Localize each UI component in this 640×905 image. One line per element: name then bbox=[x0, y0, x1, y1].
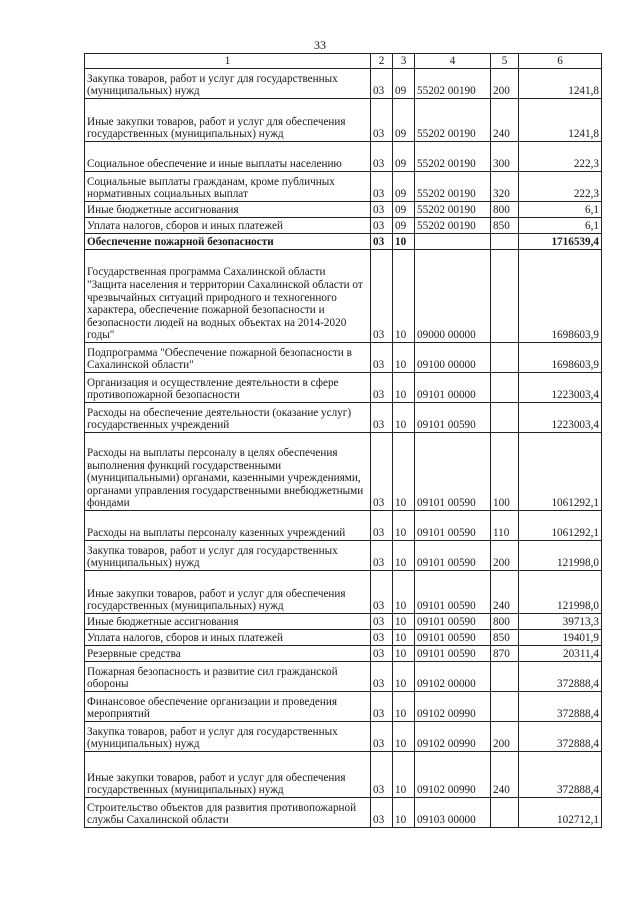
row-target-article-cell: 09101 00590 bbox=[415, 511, 491, 541]
row-section-cell: 03 bbox=[371, 99, 393, 142]
table-row bbox=[85, 234, 602, 250]
row-section-cell: 03 bbox=[371, 403, 393, 433]
row-section-cell: 03 bbox=[371, 142, 393, 172]
page-number: 33 bbox=[314, 38, 326, 52]
table-row bbox=[85, 798, 602, 828]
row-subsection-cell: 10 bbox=[393, 403, 415, 433]
row-amount-cell: 372888,4 bbox=[519, 692, 602, 722]
row-subsection-cell: 10 bbox=[393, 571, 415, 614]
row-expense-type-cell bbox=[491, 373, 519, 403]
row-section-cell: 03 bbox=[371, 343, 393, 373]
row-expense-type-cell bbox=[491, 403, 519, 433]
row-amount-cell: 121998,0 bbox=[519, 541, 602, 571]
table-row bbox=[85, 172, 602, 202]
row-target-article-cell: 55202 00190 bbox=[415, 142, 491, 172]
row-expense-type-cell bbox=[491, 798, 519, 828]
row-subsection-cell: 10 bbox=[393, 511, 415, 541]
row-subsection-cell: 10 bbox=[393, 541, 415, 571]
row-target-article-cell: 09100 00000 bbox=[415, 343, 491, 373]
table-row bbox=[85, 373, 602, 403]
row-subsection-cell: 09 bbox=[393, 69, 415, 99]
row-expense-type-cell: 240 bbox=[491, 752, 519, 798]
row-amount-cell: 1241,8 bbox=[519, 69, 602, 99]
row-expense-type-cell: 200 bbox=[491, 722, 519, 752]
row-name-cell: Иные закупки товаров, работ и услуг для обеспечения государственных (муниципальных) нужд bbox=[85, 99, 371, 142]
row-name-cell: Социальные выплаты гражданам, кроме публичных нормативных социальных выплат bbox=[85, 172, 371, 202]
row-expense-type-cell bbox=[491, 692, 519, 722]
budget-table bbox=[84, 53, 602, 828]
row-section-cell: 03 bbox=[371, 69, 393, 99]
row-expense-type-cell: 850 bbox=[491, 218, 519, 234]
row-expense-type-cell: 200 bbox=[491, 541, 519, 571]
table-body bbox=[85, 69, 602, 828]
row-expense-type-cell: 200 bbox=[491, 69, 519, 99]
table-row bbox=[85, 571, 602, 614]
row-target-article-cell: 55202 00190 bbox=[415, 202, 491, 218]
row-amount-cell: 1698603,9 bbox=[519, 250, 602, 343]
row-section-cell: 03 bbox=[371, 433, 393, 511]
row-target-article-cell: 09101 00590 bbox=[415, 541, 491, 571]
row-expense-type-cell: 110 bbox=[491, 511, 519, 541]
row-amount-cell: 6,1 bbox=[519, 218, 602, 234]
header-col-2: 2 bbox=[371, 54, 393, 69]
row-target-article-cell: 09101 00590 bbox=[415, 614, 491, 630]
row-name-cell: Иные закупки товаров, работ и услуг для обеспечения государственных (муниципальных) нужд bbox=[85, 752, 371, 798]
row-amount-cell: 1241,8 bbox=[519, 99, 602, 142]
row-subsection-cell: 09 bbox=[393, 218, 415, 234]
row-amount-cell: 372888,4 bbox=[519, 752, 602, 798]
row-expense-type-cell: 300 bbox=[491, 142, 519, 172]
row-name-cell: Пожарная безопасность и развитие сил гражданской обороны bbox=[85, 662, 371, 692]
row-section-cell: 03 bbox=[371, 202, 393, 218]
row-subsection-cell: 10 bbox=[393, 798, 415, 828]
row-name-cell: Иные бюджетные ассигнования bbox=[85, 614, 371, 630]
row-subsection-cell: 10 bbox=[393, 234, 415, 250]
row-name-cell: Организация и осуществление деятельности в сфере противопожарной безопасности bbox=[85, 373, 371, 403]
row-section-cell: 03 bbox=[371, 722, 393, 752]
row-section-cell: 03 bbox=[371, 630, 393, 646]
row-name-cell: Обеспечение пожарной безопасности bbox=[85, 234, 371, 250]
row-amount-cell: 1698603,9 bbox=[519, 343, 602, 373]
row-amount-cell: 1223003,4 bbox=[519, 373, 602, 403]
row-subsection-cell: 10 bbox=[393, 646, 415, 662]
row-expense-type-cell bbox=[491, 250, 519, 343]
row-section-cell: 03 bbox=[371, 692, 393, 722]
table-row bbox=[85, 250, 602, 343]
row-target-article-cell: 55202 00190 bbox=[415, 172, 491, 202]
row-target-article-cell: 09101 00590 bbox=[415, 571, 491, 614]
row-subsection-cell: 09 bbox=[393, 202, 415, 218]
row-expense-type-cell bbox=[491, 343, 519, 373]
table-row bbox=[85, 99, 602, 142]
row-section-cell: 03 bbox=[371, 218, 393, 234]
table-row bbox=[85, 202, 602, 218]
row-expense-type-cell: 240 bbox=[491, 571, 519, 614]
table-row bbox=[85, 433, 602, 511]
header-col-1: 1 bbox=[85, 54, 371, 69]
row-name-cell: Расходы на обеспечение деятельности (оказание услуг) государственных учреждений bbox=[85, 403, 371, 433]
row-amount-cell: 222,3 bbox=[519, 172, 602, 202]
table-row bbox=[85, 343, 602, 373]
table-row bbox=[85, 403, 602, 433]
row-name-cell: Строительство объектов для развития противопожарной службы Сахалинской области bbox=[85, 798, 371, 828]
table-row bbox=[85, 630, 602, 646]
row-name-cell: Государственная программа Сахалинской области "Защита населения и территории Сахалинской области от чрезвычайных ситуаций природного и техногенного характера, обеспечение пожарной безопасности и безопасности людей на водных объектах на 2014-2020 годы" bbox=[85, 250, 371, 343]
row-target-article-cell bbox=[415, 234, 491, 250]
row-subsection-cell: 10 bbox=[393, 722, 415, 752]
row-subsection-cell: 10 bbox=[393, 752, 415, 798]
table-row bbox=[85, 662, 602, 692]
row-amount-cell: 102712,1 bbox=[519, 798, 602, 828]
row-target-article-cell: 09101 00590 bbox=[415, 646, 491, 662]
row-name-cell: Иные закупки товаров, работ и услуг для обеспечения государственных (муниципальных) нужд bbox=[85, 571, 371, 614]
header-col-5: 5 bbox=[491, 54, 519, 69]
row-name-cell: Резервные средства bbox=[85, 646, 371, 662]
row-target-article-cell: 09102 00990 bbox=[415, 722, 491, 752]
row-target-article-cell: 09102 00990 bbox=[415, 752, 491, 798]
row-target-article-cell: 09102 00000 bbox=[415, 662, 491, 692]
row-target-article-cell: 55202 00190 bbox=[415, 69, 491, 99]
row-target-article-cell: 09000 00000 bbox=[415, 250, 491, 343]
row-subsection-cell: 10 bbox=[393, 433, 415, 511]
row-subsection-cell: 10 bbox=[393, 662, 415, 692]
row-name-cell: Расходы на выплаты персоналу казенных учреждений bbox=[85, 511, 371, 541]
row-name-cell: Иные бюджетные ассигнования bbox=[85, 202, 371, 218]
row-name-cell: Закупка товаров, работ и услуг для государственных (муниципальных) нужд bbox=[85, 69, 371, 99]
row-target-article-cell: 09101 00000 bbox=[415, 373, 491, 403]
row-section-cell: 03 bbox=[371, 541, 393, 571]
row-section-cell: 03 bbox=[371, 234, 393, 250]
row-expense-type-cell: 870 bbox=[491, 646, 519, 662]
row-subsection-cell: 10 bbox=[393, 614, 415, 630]
row-expense-type-cell bbox=[491, 234, 519, 250]
table-row bbox=[85, 541, 602, 571]
row-target-article-cell: 55202 00190 bbox=[415, 99, 491, 142]
row-expense-type-cell: 850 bbox=[491, 630, 519, 646]
table-row bbox=[85, 511, 602, 541]
table-row bbox=[85, 69, 602, 99]
row-name-cell: Закупка товаров, работ и услуг для государственных (муниципальных) нужд bbox=[85, 541, 371, 571]
row-subsection-cell: 09 bbox=[393, 172, 415, 202]
row-amount-cell: 6,1 bbox=[519, 202, 602, 218]
row-name-cell: Уплата налогов, сборов и иных платежей bbox=[85, 630, 371, 646]
row-expense-type-cell: 320 bbox=[491, 172, 519, 202]
row-name-cell: Финансовое обеспечение организации и проведения мероприятий bbox=[85, 692, 371, 722]
table-row bbox=[85, 646, 602, 662]
row-subsection-cell: 10 bbox=[393, 250, 415, 343]
row-amount-cell: 121998,0 bbox=[519, 571, 602, 614]
row-target-article-cell: 09101 00590 bbox=[415, 433, 491, 511]
row-expense-type-cell: 100 bbox=[491, 433, 519, 511]
row-amount-cell: 1223003,4 bbox=[519, 403, 602, 433]
row-subsection-cell: 10 bbox=[393, 692, 415, 722]
row-amount-cell: 222,3 bbox=[519, 142, 602, 172]
row-section-cell: 03 bbox=[371, 250, 393, 343]
table-row bbox=[85, 692, 602, 722]
row-subsection-cell: 09 bbox=[393, 142, 415, 172]
row-section-cell: 03 bbox=[371, 511, 393, 541]
row-expense-type-cell: 800 bbox=[491, 202, 519, 218]
table-header-row bbox=[85, 54, 602, 69]
row-target-article-cell: 09103 00000 bbox=[415, 798, 491, 828]
row-section-cell: 03 bbox=[371, 571, 393, 614]
table-row bbox=[85, 218, 602, 234]
row-name-cell: Расходы на выплаты персоналу в целях обеспечения выполнения функций государственными (муниципальными) органами, казенными учреждениями, органами управления государственными внебюджетными фондами bbox=[85, 433, 371, 511]
row-amount-cell: 1061292,1 bbox=[519, 511, 602, 541]
row-amount-cell: 372888,4 bbox=[519, 662, 602, 692]
row-amount-cell: 20311,4 bbox=[519, 646, 602, 662]
row-amount-cell: 39713,3 bbox=[519, 614, 602, 630]
header-col-3: 3 bbox=[393, 54, 415, 69]
row-amount-cell: 372888,4 bbox=[519, 722, 602, 752]
row-section-cell: 03 bbox=[371, 752, 393, 798]
row-amount-cell: 1716539,4 bbox=[519, 234, 602, 250]
row-expense-type-cell: 800 bbox=[491, 614, 519, 630]
row-target-article-cell: 09102 00990 bbox=[415, 692, 491, 722]
table-row bbox=[85, 614, 602, 630]
row-subsection-cell: 10 bbox=[393, 630, 415, 646]
row-amount-cell: 1061292,1 bbox=[519, 433, 602, 511]
row-name-cell: Закупка товаров, работ и услуг для государственных (муниципальных) нужд bbox=[85, 722, 371, 752]
row-section-cell: 03 bbox=[371, 798, 393, 828]
row-section-cell: 03 bbox=[371, 662, 393, 692]
header-col-4: 4 bbox=[415, 54, 491, 69]
table-row bbox=[85, 752, 602, 798]
row-subsection-cell: 10 bbox=[393, 373, 415, 403]
row-target-article-cell: 09101 00590 bbox=[415, 630, 491, 646]
row-subsection-cell: 09 bbox=[393, 99, 415, 142]
row-name-cell: Уплата налогов, сборов и иных платежей bbox=[85, 218, 371, 234]
row-target-article-cell: 09101 00590 bbox=[415, 403, 491, 433]
row-section-cell: 03 bbox=[371, 614, 393, 630]
row-name-cell: Подпрограмма "Обеспечение пожарной безопасности в Сахалинской области" bbox=[85, 343, 371, 373]
header-col-6: 6 bbox=[519, 54, 602, 69]
row-name-cell: Социальное обеспечение и иные выплаты населению bbox=[85, 142, 371, 172]
row-expense-type-cell: 240 bbox=[491, 99, 519, 142]
row-amount-cell: 19401,9 bbox=[519, 630, 602, 646]
table-row bbox=[85, 722, 602, 752]
row-subsection-cell: 10 bbox=[393, 343, 415, 373]
row-section-cell: 03 bbox=[371, 172, 393, 202]
row-section-cell: 03 bbox=[371, 646, 393, 662]
table-row bbox=[85, 142, 602, 172]
row-expense-type-cell bbox=[491, 662, 519, 692]
row-target-article-cell: 55202 00190 bbox=[415, 218, 491, 234]
row-section-cell: 03 bbox=[371, 373, 393, 403]
